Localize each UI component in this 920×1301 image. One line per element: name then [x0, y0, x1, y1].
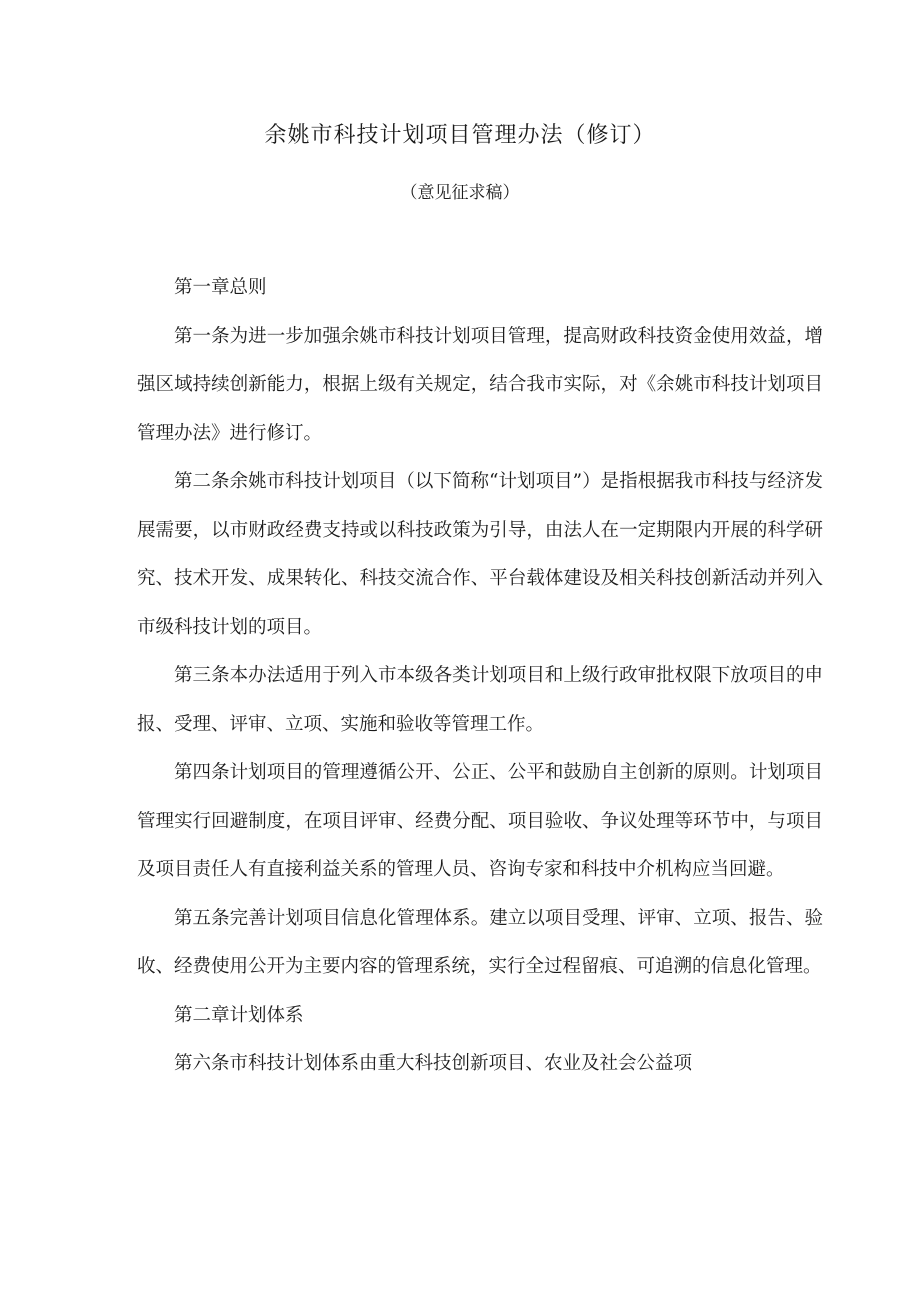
article-2: 第二条余姚市科技计划项目（以下简称“计划项目”）是指根据我市科技与经济发展需要，以市财政经费支持或以科技政策为引导，由法人在一定期限内开展的科学研究、技术开发、成果转化、科技交流合作、平台载体建设及相关科技创新活动并列入市级科技计划的项目。 [137, 471, 823, 638]
chapter-heading-2: 第二章计划体系 [174, 1004, 304, 1026]
article-6: 第六条市科技计划体系由重大科技创新项目、农业及社会公益项 [174, 1053, 693, 1074]
chapter-heading-1: 第一章总则 [174, 277, 267, 298]
document-title: 余姚市科技计划项目管理办法（修订） [264, 123, 656, 148]
document-subtitle: （意见征求稿） [400, 183, 520, 203]
article-3: 第三条本办法适用于列入市本级各类计划项目和上级行政审批权限下放项目的申报、受理、评审、立项、实施和验收等管理工作。 [137, 665, 823, 735]
document-body [137, 264, 823, 1089]
article-4: 第四条计划项目的管理遵循公开、公正、公平和鼓励自主创新的原则。计划项目管理实行回避制度，在项目评审、经费分配、项目验收、争议处理等环节中，与项目及项目责任人有直接利益关系的管理人员、咨询专家和科技中介机构应当回避。 [137, 762, 823, 880]
article-5: 第五条完善计划项目信息化管理体系。建立以项目受理、评审、立项、报告、验收、经费使用公开为主要内容的管理系统，实行全过程留痕、可追溯的信息化管理。 [137, 907, 823, 977]
article-1: 第一条为进一步加强余姚市科技计划项目管理，提高财政科技资金使用效益，增强区域持续创新能力，根据上级有关规定，结合我市实际，对《余姚市科技计划项目管理办法》进行修订。 [137, 325, 823, 444]
